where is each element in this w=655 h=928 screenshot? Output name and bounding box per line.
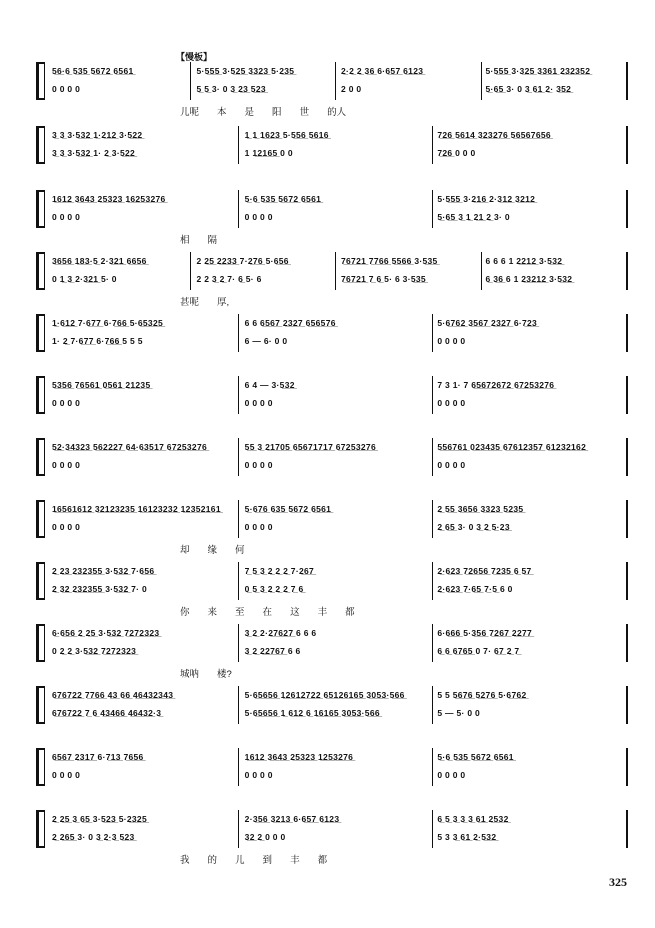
measure-notes: 0 0 0 0 [244,460,273,470]
measure-notes: 2 2 3̲ 2̲ 7· 6̲ 5· 6 [196,274,262,284]
barline [44,624,45,662]
barline [44,748,45,786]
measure-notes: 3̲ 2̲ 2·2̲7̲6̲2̲7̲ 6 6 6 [244,628,317,638]
lyric-syllable: 到 [262,855,273,866]
page-number: 325 [609,875,627,889]
measure-notes: 2̲·2̲ 2̲ 3̲6̲ 6·6̲5̲7̲ 6̲1̲2̲3̲ [341,66,424,76]
measure-notes: 6 6 6 1 2̲2̲1̲2̲ 3·5̲3̲2̲ [485,256,563,266]
measure-notes: 0 0 0 0 [52,398,81,408]
barline [626,562,628,600]
upper-part [48,566,626,576]
music-system [30,686,630,738]
system-bracket [36,314,44,352]
measure-notes: 6̲ 5̲ 3̲ 3̲ 3̲ 6̲1̲ 2̲5̲3̲2̲ [437,814,509,824]
lyric-syllable: 儿 [235,855,245,866]
upper-part [48,256,626,266]
lyrics-line [180,852,620,866]
measure-notes: 6̲·6̲5̲6̲ 2̲ 2̲5̲ 3·5̲3̲2̲ 7̲2̲7̲2̲3̲2̲3̲ [52,628,160,638]
music-system [30,252,630,308]
barline [44,126,45,164]
music-system [30,376,630,428]
lyric-syllable: 的人 [327,107,347,118]
system-bracket [36,190,44,228]
lyrics-line [180,542,620,556]
barline [44,62,45,100]
measure-notes: 0 0 0 0 [244,522,273,532]
measure-notes: 2̲ 5̲5̲ 3̲6̲5̲6̲ 3̲3̲2̲3̲ 5̲2̲3̲5̲ [437,504,524,514]
measure-notes: 6̲ 6̲ 6̲7̲6̲5̲ 0 7· 6̲7̲ 2̲ 7̲ [437,646,520,656]
measure-notes: 7̲6̲7̲2̲1̲ 7̲ 6̲ 5· 6 3·5̲3̲5̲ [341,274,426,284]
lower-part [48,522,626,532]
lyrics-line [180,294,620,308]
measure-notes: 1 1̲2̲1̲6̲5̲ 0 0 [244,148,293,158]
measure-notes: 5·5̲5̲5̲ 3·5̲2̲5̲ 3̲3̲2̲3̲ 5·2̲3̲5̲ [196,66,295,76]
measure-notes: 7̲6̲7̲2̲1̲ 7̲7̲6̲6̲ 5̲5̲6̲6̲ 3·5̲3̲5̲ [341,256,438,266]
measure-notes: 5 5 5̲6̲7̲6̲ 5̲2̲7̲6̲ 5·6̲7̲6̲2̲ [437,690,527,700]
music-system [30,62,630,118]
tempo-mark: 【慢板】 [176,52,213,62]
barline [626,314,628,352]
lower-part [48,770,626,780]
measure-notes: 6 4 — 3·5̲3̲2̲ [244,380,295,390]
measure-notes: 6̲7̲6̲7̲2̲2̲ 7̲ 6̲ 4̲3̲4̲6̲6̲ 4̲6̲4̲3̲2̲·3̲ [52,708,162,718]
measure-notes: 0 2̲ 2̲ 3·5̲3̲2̲ 7̲2̲7̲2̲3̲2̲3̲ [52,646,137,656]
barline [626,686,628,724]
measure-notes: 6 6 6̲5̲6̲7̲ 2̲3̲2̲7̲ 6̲5̲6̲5̲7̲6̲ [244,318,336,328]
barline [44,438,45,476]
barline [626,438,628,476]
lyric-syllable: 厚, [217,297,230,308]
measure-notes: 5̲6̲·6̲ 5̲3̲5̲ 5̲6̲7̲2̲ 6̲5̲6̲1̲ [52,66,134,76]
measure-notes: 2̲·6̲2̲3̲ 7̲2̲6̲5̲6̲ 7̲2̲3̲5̲ 6̲ 5̲7̲ [437,566,532,576]
measure-notes: 2̲·6̲2̲3̲ 7̲·6̲5̲ 7̲·5̲ 6 0 [437,584,513,594]
upper-part [48,442,626,452]
lyric-syllable: 缘 [207,545,218,556]
upper-part [48,318,626,328]
measure-notes: 5̲5̲6̲7̲6̲1̲ 0̲2̲3̲4̲3̲5̲ 6̲7̲6̲1̲2̲3̲5̲7̲ 6̲1̲2̲3̲2̲1̲6̲2̲ [437,442,587,452]
system-bracket [36,500,44,538]
barline [626,376,628,414]
upper-part [48,66,626,76]
measure-notes: 5·6̲5̲6̲5̲6̲ 1̲2̲6̲1̲2̲7̲2̲2̲ 6̲5̲1̲2̲6̲1̲6̲5̲ 3̲0̲5̲3̲·5̲6̲6̲ [244,690,405,700]
lyric-syllable: 甚呢 [180,297,200,308]
measure-notes: 0 0 0 0 [437,770,466,780]
measure-notes: 3̲ 2̲ 2̲2̲7̲6̲7̲ 6 6 [244,646,301,656]
measure-notes: 6 — 6· 0 0 [244,336,288,346]
barline [626,500,628,538]
measure-notes: 7̲ 5̲ 3̲ 2̲ 2̲ 2̲ 7·2̲6̲7̲ [244,566,315,576]
barline [626,126,628,164]
barline [44,190,45,228]
system-bracket [36,810,44,848]
upper-part [48,690,626,700]
system-bracket [36,252,44,290]
lower-part [48,274,626,284]
lyric-syllable: 却 [180,545,190,556]
barline [44,562,45,600]
measure-notes: 0 0 0 0 [244,398,273,408]
lyric-syllable: 来 [207,607,218,618]
music-system [30,500,630,556]
music-system [30,562,630,618]
system-bracket [36,376,44,414]
measure-notes: 5 — 5· 0 0 [437,708,481,718]
measure-notes: 5̲2̲·3̲4̲3̲2̲3̲ 5̲6̲2̲2̲2̲7̲ 6̲4̲·6̲3̲5̲1̲7̲ 6̲7̲2̲5̲3̲2̲7̲6̲ [52,442,208,452]
lyric-syllable: 儿呢 [180,107,200,118]
upper-part [48,628,626,638]
measure-notes: 0 0 0 0 [437,460,466,470]
measure-notes: 5·6̲7̲6̲2̲ 3̲5̲6̲7̲ 2̲3̲2̲7̲ 6·7̲2̲3̲ [437,318,538,328]
lyric-syllable: 隔 [207,235,218,246]
lower-part [48,460,626,470]
barline [44,500,45,538]
lower-part [48,336,626,346]
barline [44,810,45,848]
barline [626,748,628,786]
measure-notes: 2 2̲5̲ 2̲2̲3̲3̲ 7·2̲7̲6̲ 5·6̲5̲6̲ [196,256,289,266]
lyrics-line [180,232,620,246]
lyric-syllable: 丰 [317,607,328,618]
measure-notes: 6̲7̲6̲7̲2̲2̲ 7̲7̲6̲6̲ 4̲3̲ 6̲6̲ 4̲6̲4̲3̲2̲3̲4̲3̲ [52,690,174,700]
lower-part [48,398,626,408]
upper-part [48,814,626,824]
measure-notes: 5̲·6̲ 5̲3̲5̲ 5̲6̲7̲2̲ 6̲5̲6̲1̲ [244,194,322,204]
lower-part [48,584,626,594]
measure-notes: 0 0 0 0 [52,460,81,470]
lyric-syllable: 丰 [290,855,300,866]
barline [44,686,45,724]
measure-notes: 0 0 0 0 [437,398,466,408]
measure-notes: 5̲·6̲ 5̲3̲5̲ 5̲6̲7̲2̲ 6̲5̲6̲1̲ [437,752,514,762]
music-system [30,314,630,366]
upper-part [48,752,626,762]
barline [44,252,45,290]
system-bracket [36,748,44,786]
measure-notes: 3̲ 3̲ 3·5̲3̲2̲ 1· 2̲ 3·5̲2̲2̲ [52,148,136,158]
lyric-syllable: 城呐 [180,669,200,680]
lower-part [48,212,626,222]
measure-notes: 0̲ 5̲ 3̲ 2̲ 2̲ 2̲ 7̲ 6̲ [244,584,304,594]
measure-notes: 5̲·6̲5̲ 3̲ 1̲ 2̲1̲ 2̲ 3· 0 [437,212,510,222]
measure-notes: 7 3 1· 7 6̲5̲6̲7̲2̲6̲7̲2̲ 6̲7̲2̲5̲3̲2̲7̲6̲ [437,380,555,390]
music-system [30,190,630,246]
measure-notes: 3̲6̲5̲6̲ 1̲8̲3̲·5̲ 2·3̲2̲1̲ 6̲6̲5̲6̲ [52,256,147,266]
lyric-syllable: 是 [244,107,255,118]
measure-notes: 3̲ 3̲ 3·5̲3̲2̲ 1̲·2̲1̲2̲ 3·5̲2̲2̲ [52,130,143,140]
music-system [30,126,630,178]
music-system [30,624,630,680]
measure-notes: 6·6̲6̲6̲ 5·3̲5̲6̲ 7̲2̲6̲7̲ 2̲2̲7̲7̲ [437,628,533,638]
lower-part [48,148,626,158]
upper-part [48,504,626,514]
lyric-syllable: 在 [262,607,273,618]
music-system [30,748,630,800]
measure-notes: 0 0 0 0 [244,770,273,780]
system-bracket [36,562,44,600]
barline [626,810,628,848]
lyric-syllable: 阳 [272,107,282,118]
measure-notes: 2̲ 2̲6̲5̲ 3· 0 3̲ 2̲·3̲ 5̲2̲3̲ [52,832,135,842]
lyric-syllable: 我 [180,855,190,866]
barline [44,376,45,414]
system-bracket [36,62,44,100]
measure-notes: 2̲ 2̲3̲ 2̲3̲2̲3̲5̲5̲ 3·5̲3̲2̲ 7·6̲5̲6̲ [52,566,155,576]
system-bracket [36,686,44,724]
lyric-syllable: 都 [345,607,355,618]
measure-notes: 2 0 0 [341,84,362,94]
measure-notes: 5̲ 5̲ 3· 0 3̲ 2̲3̲ 5̲2̲3̲ [196,84,266,94]
barline [626,252,628,290]
music-system [30,810,630,866]
measure-notes: 7̲2̲6̲ 5̲6̲1̲4̲ 3̲2̲3̲2̲7̲6̲ 5̲6̲5̲6̲7̲6̲5̲6̲ [437,130,551,140]
measure-notes: 0 1̲ 3̲ 2·3̲2̲1̲ 5· 0 [52,274,117,284]
measure-notes: 2̲ 3̲2̲ 2̲3̲2̲3̲5̲5̲ 3·5̲3̲2̲ 7· 0 [52,584,147,594]
measure-notes: 1̲6̲5̲6̲1̲6̲1̲2̲ 3̲2̲1̲2̲3̲2̲3̲5̲ 1̲6̲1̲2̲3̲2̲3̲2̲ 1̲2̲3̲5̲2̲1̲6̲1̲ [52,504,221,514]
lyric-syllable: 的 [207,855,218,866]
system-bracket [36,438,44,476]
barline [626,624,628,662]
barline [44,314,45,352]
measure-notes: 1̲6̲1̲2̲ 3̲6̲4̲3̲ 2̲5̲3̲2̲3̲ 1̲2̲5̲3̲2̲7̲6̲ [244,752,354,762]
measure-notes: 1· 2̲ 7·6̲7̲7̲ 6·7̲6̲6̲ 5 5 5 [52,336,143,346]
measure-notes: 5·5̲5̲5̲ 3·3̲2̲5̲ 3̲3̲6̲1̲ 2̲3̲2̲3̲5̲2̲ [485,66,591,76]
measure-notes: 1̲6̲1̲2̲ 3̲6̲4̲3̲ 2̲5̲3̲2̲3̲ 1̲6̲2̲5̲3̲2̲7̲6̲ [52,194,166,204]
lower-part [48,708,626,718]
lyric-syllable: 世 [299,107,310,118]
measure-notes: 6̲5̲6̲7̲ 2̲3̲1̲7̲ 6·7̲1̲3̲ 7̲6̲5̲6̲ [52,752,144,762]
lyrics-line [180,104,620,118]
lyric-syllable: 何 [235,545,245,556]
measure-notes: 1̲ 1̲ 1̲6̲2̲3̲ 5·5̲5̲6̲ 5̲6̲1̲6̲ [244,130,329,140]
measure-notes: 5̲·6̲5̲ 3· 0 3̲ 6̲1̲ 2̲· 3̲5̲2̲ [485,84,572,94]
measure-notes: 2̲ 6̲5̲ 3· 0 3̲ 2̲ 5̲·2̲3̲ [437,522,510,532]
lyric-syllable: 相 [180,235,190,246]
measure-notes: 0 0 0 0 [437,336,466,346]
lyric-syllable: 至 [235,607,245,618]
lower-part [48,84,626,94]
measure-notes: 6̲ 3̲6̲ 6 1 2̲3̲2̲1̲2̲ 3·5̲3̲2̲ [485,274,573,284]
measure-notes: 0 0 0 0 [244,212,273,222]
lower-part [48,832,626,842]
lower-part [48,646,626,656]
measure-notes: 1̲·6̲1̲2̲ 7·6̲7̲7̲ 6·7̲6̲6̲ 5·6̲5̲3̲2̲5̲ [52,318,163,328]
lyric-syllable: 都 [317,855,328,866]
measure-notes: 5̲·6̲7̲6̲ 6̲3̲5̲ 5̲6̲7̲2̲ 6̲5̲6̲1̲ [244,504,332,514]
lyric-syllable: 这 [290,607,300,618]
upper-part [48,130,626,140]
measure-notes: 7̲2̲6̲ 0 0 0 [437,148,476,158]
measure-notes: 0 0 0 0 [52,522,81,532]
measure-notes: 5 3 3̲ 6̲1̲ 2̲·5̲3̲2̲ [437,832,497,842]
measure-notes: 5·5̲5̲5̲ 3·2̲1̲6̲ 2·3̲1̲2̲ 3̲2̲1̲2̲ [437,194,536,204]
system-bracket [36,126,44,164]
barline [626,62,628,100]
lyric-syllable: 你 [180,607,190,618]
lyrics-line [180,666,620,680]
lyric-syllable: 本 [217,107,227,118]
measure-notes: 2̲ 2̲5̲ 3̲ 6̲5̲ 3·5̲2̲3̲ 5·2̲3̲2̲5̲ [52,814,147,824]
measure-notes: 3̲2̲ 2̲ 0 0 0 [244,832,286,842]
music-system [30,438,630,490]
measure-notes: 5̲5̲ 3̲ 2̲1̲7̲0̲5̲ 6̲5̲6̲7̲1̲7̲1̲7̲ 6̲7̲2̲5̲3̲2̲7̲6̲ [244,442,376,452]
measure-notes: 0 0 0 0 [52,770,81,780]
measure-notes: 0 0 0 0 [52,212,81,222]
barline [626,190,628,228]
measure-notes: 2·3̲5̲6̲ 3̲2̲1̲3̲ 6·6̲5̲7̲ 6̲1̲2̲3̲ [244,814,340,824]
upper-part [48,380,626,390]
lyric-syllable: 楼? [217,669,232,680]
system-bracket [36,624,44,662]
measure-notes: 5·6̲5̲6̲5̲6̲ 1̲ 6̲1̲2̲ 6̲ 1̲6̲1̲6̲5̲ 3̲0̲5̲3̲·5̲6̲6̲ [244,708,380,718]
measure-notes: 5̲3̲5̲6̲ 7̲6̲5̲6̲1̲ 0̲5̲6̲1̲ 2̲1̲2̲3̲5̲ [52,380,151,390]
upper-part [48,194,626,204]
measure-notes: 0 0 0 0 [52,84,81,94]
lyrics-line [180,604,620,618]
